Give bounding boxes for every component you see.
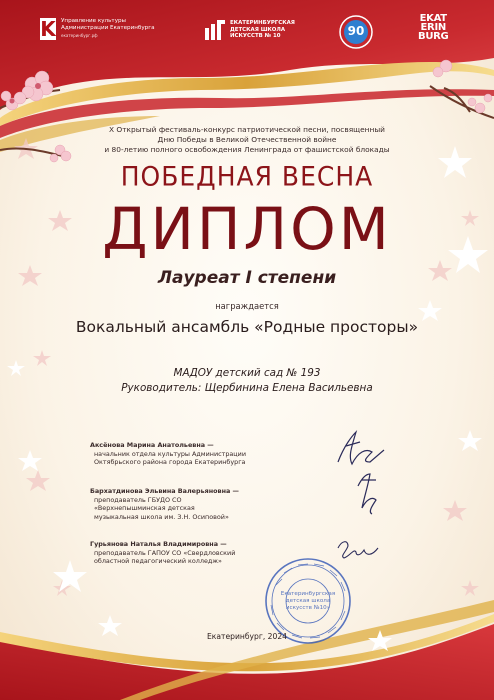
logo-bar	[0, 12, 494, 60]
school-logo-line-2: ДЕТСКАЯ ШКОЛА	[230, 26, 286, 33]
document-title: ДИПЛОМ	[102, 195, 392, 263]
jury-name: Аксёнова Марина Анатольевна —	[90, 441, 214, 449]
culture-k-logo-icon: K	[40, 17, 56, 41]
culture-logo-url: екатеринбург.рф	[61, 33, 98, 38]
brand-line-2: ERIN	[420, 22, 446, 33]
culture-logo-line-2: Администрации Екатеринбурга	[61, 25, 155, 31]
brand-line-3: BURG	[418, 31, 449, 42]
seal-text-line-1: Екатеринбургская	[280, 591, 336, 597]
recipient-name: Вокальный ансамбль «Родные просторы»	[75, 318, 419, 336]
festival-description	[0, 125, 494, 155]
jury-position-line: Октябрьского района города Екатеринбурга	[94, 458, 246, 467]
city-year: Екатеринбург, 2024	[207, 632, 287, 641]
intro-line-1: X Открытый фестиваль-конкурс патриотической песни, посвященный	[109, 125, 385, 134]
leader-name: Руководитель: Щербинина Елена Васильевна	[121, 382, 373, 394]
jury-position-line: преподаватель ГБУДО СО	[94, 495, 182, 504]
anniversary-90-logo	[338, 14, 374, 50]
anniversary-number: 90	[347, 24, 365, 38]
ekaterinburg-brand-logo	[418, 14, 448, 41]
intro-line-3: и 80-летию полного освобождения Ленинграда от фашистской блокады	[104, 145, 390, 154]
culture-logo-line-1: Управление культуры	[61, 18, 126, 24]
school-logo-line-3: ИСКУССТВ № 10	[230, 33, 281, 40]
school-logo-icon	[205, 20, 225, 40]
jury-member-1	[90, 441, 320, 467]
institution-name: МАДОУ детский сад № 193	[173, 367, 321, 379]
awarded-label: награждается	[215, 301, 279, 311]
signature-2	[358, 474, 376, 514]
festival-name: ПОБЕДНАЯ ВЕСНА	[120, 161, 374, 192]
award-level: Лауреат I степени	[157, 268, 337, 288]
culture-department-logo	[40, 18, 171, 40]
jury-position-line: «Верхнепышминская детская	[94, 504, 195, 513]
jury-name: Гурьянова Наталья Владимировна —	[90, 540, 227, 548]
intro-line-2: Дню Победы в Великой Отечественной войне	[157, 135, 337, 144]
jury-position-line: областной педагогический колледж»	[94, 557, 222, 566]
school-logo	[205, 20, 320, 40]
school-logo-line-1: ЕКАТЕРИНБУРГСКАЯ	[230, 20, 295, 27]
signature-1	[338, 432, 384, 464]
jury-position-line: начальник отдела культуры Администрации	[94, 449, 246, 458]
seal-text-line-3: искусств №10»	[285, 605, 331, 611]
brand-line-1: EKAT	[419, 13, 447, 24]
jury-position-line: преподаватель ГАПОУ СО «Свердловский	[94, 548, 236, 557]
seal-text-line-2: детская школа	[285, 598, 331, 604]
jury-position-line: музыкальная школа им. З.Н. Осиповой»	[94, 512, 229, 521]
jury-member-2	[90, 487, 320, 521]
jury-name: Бархатдинова Эльвина Валерьяновна —	[90, 487, 239, 495]
